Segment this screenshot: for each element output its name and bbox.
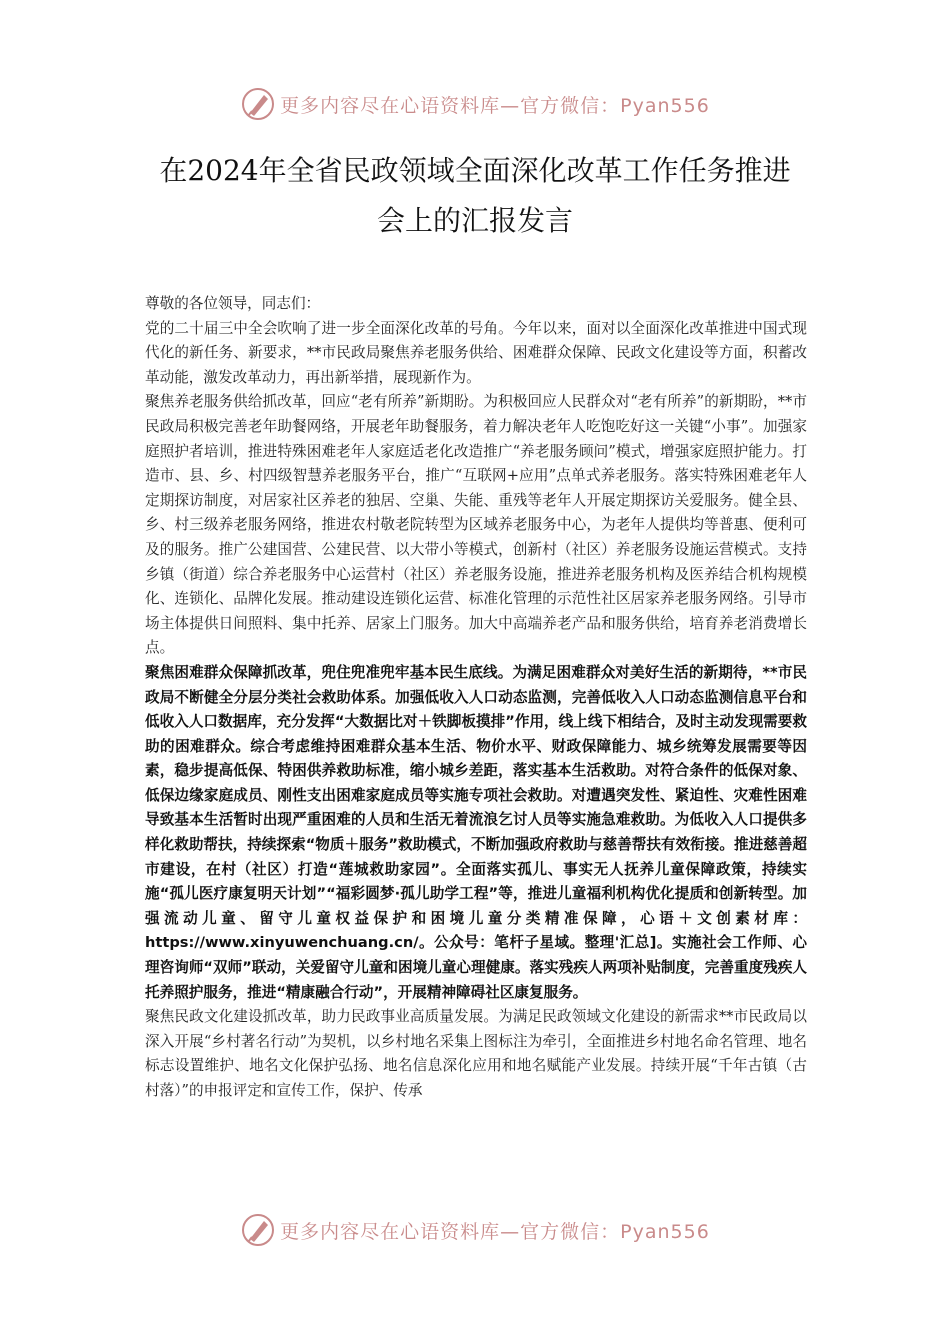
title-line-1: 在2024年全省民政领域全面深化改革工作任务推进 (159, 154, 791, 187)
salutation: 尊敬的各位领导，同志们： (145, 295, 321, 312)
pen-nib-icon (240, 1212, 276, 1248)
document-title (120, 146, 830, 246)
document-body (145, 292, 807, 1104)
section-civil-culture: 聚焦民政文化建设抓改革，助力民政事业高质量发展。为满足民政领域文化建设的新需求**市民政局以深入开展“乡村著名行动”为契机，以乡村地名采集上图标注为牵引，全面推进乡村地名命名管理、地名标志设置维护、地名文化保护弘扬、地名信息深化应用和地名赋能产业发展。持续开展“千年古镇（古村落）”的申报评定和宣传工作，保护、传承 (145, 1008, 807, 1099)
footer-banner (0, 1210, 950, 1250)
intro-paragraph: 党的二十届三中全会吹响了进一步全面深化改革的号角。今年以来，面对以全面深化改革推进中国式现代化的新任务、新要求，**市民政局聚焦养老服务供给、困难群众保障、民政文化建设等方面，积蓄改革动能，激发改革动力，再出新举措，展现新作为。 (145, 319, 807, 386)
section-elderly-care: 聚焦养老服务供给抓改革，回应“老有所养”新期盼。为积极回应人民群众对“老有所养”的新期盼，**市民政局积极完善老年助餐网络，开展老年助餐服务，着力解决老年人吃饱吃好这一关键“小事”。加强家庭照护者培训，推进特殊困难老年人家庭适老化改造推广“养老服务顾问”模式，增强家庭照护能力。打造市、县、乡、村四级智慧养老服务平台，推广“互联网+应用”点单式养老服务。落实特殊困难老年人定期探访制度，对居家社区养老的独居、空巢、失能、重残等老年人开展定期探访关爱服务。健全县、乡、村三级养老服务网络，推进农村敬老院转型为区域养老服务中心，为老年人提供均等普惠、便利可及的服务。推广公建国营、公建民营、以大带小等模式，创新村（社区）养老服务设施运营模式。支持乡镇（街道）综合养老服务中心运营村（社区）养老服务设施，推进养老服务机构及医养结合机构规模化、连锁化、品牌化发展。推动建设连锁化运营、标准化管理的示范性社区居家养老服务网络。引导市场主体提供日间照料、集中托养、居家上门服务。加大中高端养老产品和服务供给，培育养老消费增长点。 (145, 393, 807, 657)
banner-text: 更多内容尽在心语资料库—官方微信：Pyan556 (280, 94, 710, 117)
header-banner (0, 84, 950, 124)
title-line-2: 会上的汇报发言 (376, 204, 573, 237)
banner-text: 更多内容尽在心语资料库—官方微信：Pyan556 (280, 1220, 710, 1243)
pen-nib-icon (240, 86, 276, 122)
section-social-assistance: 聚焦困难群众保障抓改革，兜住兜准兜牢基本民生底线。为满足困难群众对美好生活的新期待，**市民政局不断健全分层分类社会救助体系。加强低收入人口动态监测，完善低收入人口动态监测信息平台和低收入人口数据库，充分发挥“大数据比对＋铁脚板摸排”作用，线上线下相结合，及时主动发现需要救助的困难群众。综合考虑维持困难群众基本生活、物价水平、财政保障能力、城乡统筹发展需要等因素，稳步提高低保、特困供养救助标准，缩小城乡差距，落实基本生活救助。对符合条件的低保对象、低保边缘家庭成员、刚性支出困难家庭成员等实施专项社会救助。对遭遇突发性、紧迫性、灾难性困难导致基本生活暂时出现严重困难的人员和生活无着流浪乞讨人员等实施急难救助。为低收入人口提供多样化救助帮扶，持续探索“物质＋服务”救助模式，不断加强政府救助与慈善帮扶有效衔接。推进慈善超市建设，在村（社区）打造“莲城救助家园”。全面落实孤儿、事实无人抚养儿童保障政策，持续实施“孤儿医疗康复明天计划”“福彩圆梦·孤儿助学工程”等，推进儿童福利机构优化提质和创新转型。加强流动儿童、留守儿童权益保护和困境儿童分类精准保障，心语＋文创素材库：https://www.xinyuwenchuang.cn/。公众号：笔杆子星域。整理'汇总]。实施社会工作师、心理咨询师“双师”联动，关爱留守儿童和困境儿童心理健康。落实残疾人两项补贴制度，完善重度残疾人托养照护服务，推进“精康融合行动”，开展精神障碍社区康复服务。 (145, 663, 807, 1001)
